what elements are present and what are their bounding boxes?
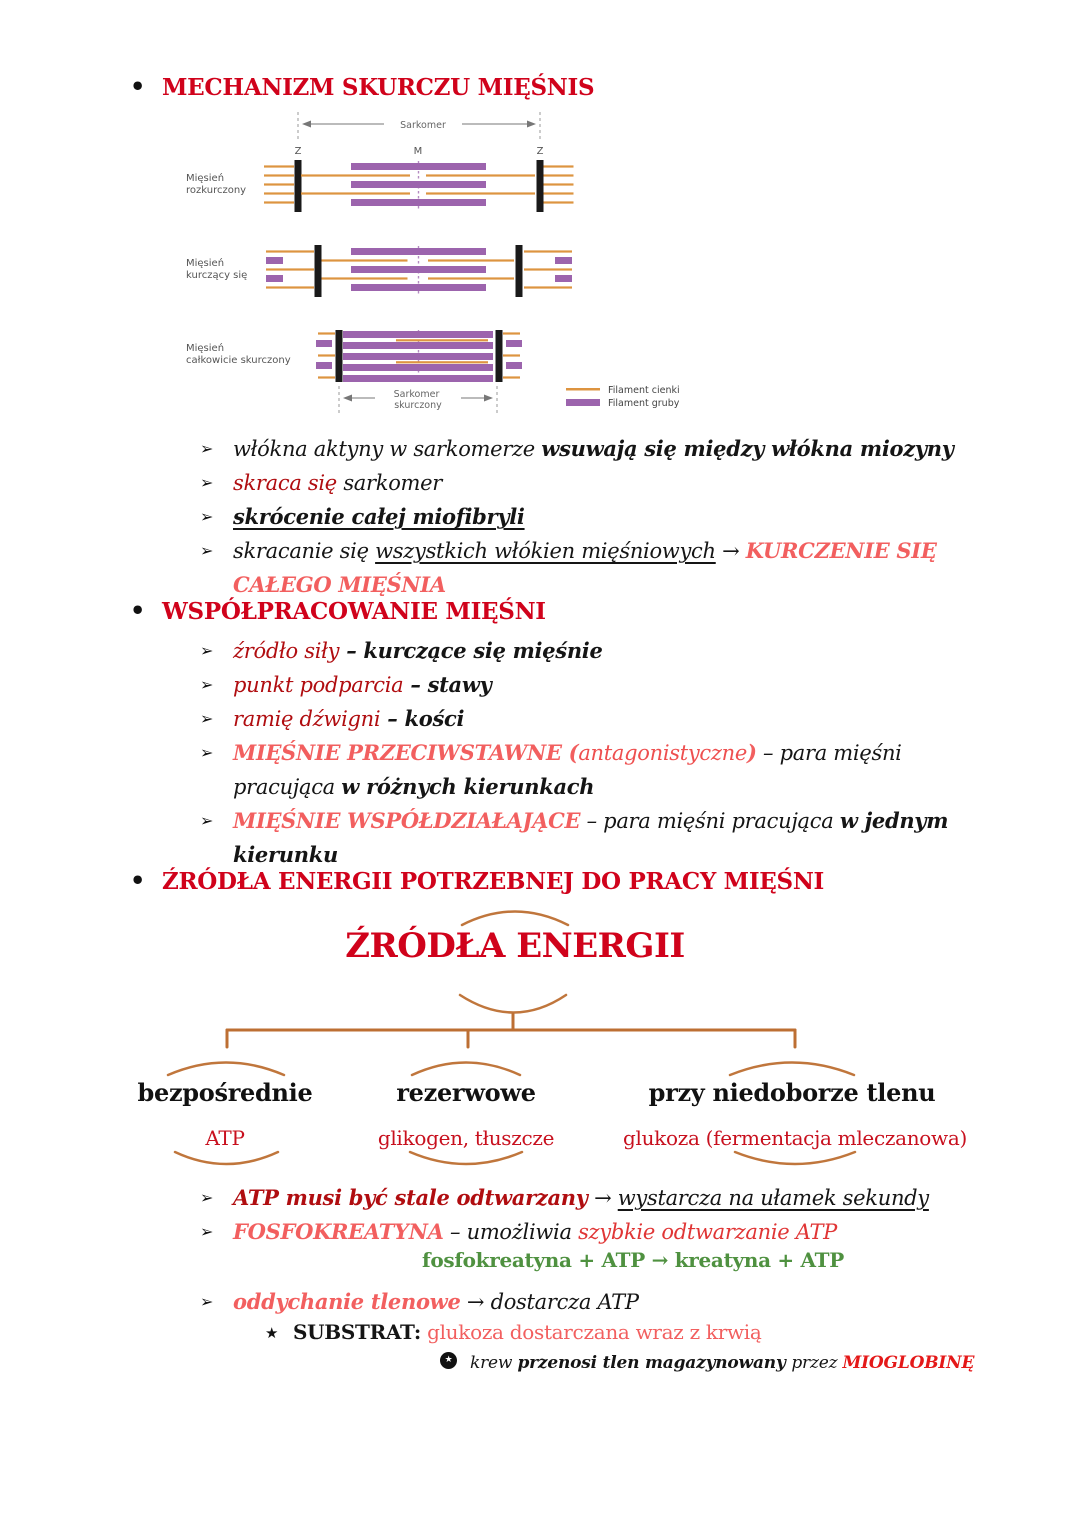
text-run: wystarcza na ułamek sekundy <box>617 1186 929 1210</box>
text-run: glukoza dostarczana wraz z krwią <box>421 1320 762 1344</box>
list-item-text <box>233 707 464 731</box>
figure-row3-label: Mięsień całkowicie skurczony <box>186 343 291 366</box>
arrow-bullet-icon: ➢ <box>200 811 214 830</box>
tree-sub-atp: ATP <box>205 1126 245 1150</box>
text-run: – stawy <box>403 672 492 697</box>
text-run: SUBSTRAT: <box>293 1320 422 1344</box>
list-item <box>200 702 1043 736</box>
text-run: → <box>460 1290 491 1314</box>
sarcomere-diagram <box>168 108 698 423</box>
text-run: włókna aktyny w sarkomerze <box>233 437 542 461</box>
text-run: skracanie się <box>233 539 376 563</box>
text-run: wszystkich włókien mięśniowych <box>375 539 716 563</box>
text-run: ( <box>561 740 579 765</box>
arrow-bullet-icon: ➢ <box>200 507 214 526</box>
arrow-bullet-icon: ➢ <box>200 1292 214 1311</box>
arrow-bullet-icon: ➢ <box>200 439 214 458</box>
tree-title: ŹRÓDŁA ENERGII <box>345 926 685 966</box>
text-run: w różnych kierunkach <box>341 774 595 799</box>
figure-row2-label: Mięsień kurczący się <box>186 258 248 281</box>
text-run: – umożliwia <box>443 1220 579 1244</box>
text-run: → <box>587 1186 618 1210</box>
text-run: źródło siły <box>233 639 340 663</box>
list-item-text <box>293 1320 762 1344</box>
list-item-text <box>233 539 937 597</box>
list-item <box>200 500 1043 534</box>
figure-label-m: M <box>413 146 423 157</box>
tree-branch-przy-niedoborze-tlenu: przy niedoborze tlenu <box>648 1078 936 1107</box>
list-item <box>200 534 1043 602</box>
text-run: kierunku <box>233 842 338 867</box>
list-item-text <box>233 673 492 697</box>
legend-thin-filament-label: Filament cienki <box>608 385 680 396</box>
phosphocreatine-formula: fosfokreatyna + ATP → kreatyna + ATP <box>422 1248 844 1272</box>
legend-thick-filament-swatch <box>566 399 600 406</box>
text-run: pracująca <box>233 775 342 799</box>
figure-label-z-right: Z <box>536 146 544 157</box>
text-run: KURCZENIE SIĘ <box>745 538 937 563</box>
list-item <box>200 736 1043 804</box>
bullet-icon: • <box>130 72 146 101</box>
tree-branch-rezerwowe: rezerwowe <box>396 1078 536 1107</box>
list-item-text <box>233 1290 639 1314</box>
tree-branch-bezposrednie: bezpośrednie <box>137 1078 313 1107</box>
figure-row2-contracting <box>266 245 572 297</box>
list-item <box>200 1181 1043 1215</box>
text-run: – kurczące się mięśnie <box>339 638 603 663</box>
section-heading-cooperation <box>130 596 546 625</box>
text-run: ) <box>747 740 757 765</box>
list-item <box>200 634 1043 668</box>
text-run: wsuwają się między włókna miozyny <box>541 436 954 461</box>
list-item <box>200 432 1043 466</box>
figure-label-z-left: Z <box>294 146 302 157</box>
list-item-text <box>233 639 603 663</box>
list-item-text <box>233 1186 929 1210</box>
list-item <box>200 668 1043 702</box>
text-run: CAŁEGO MIĘŚNIA <box>233 572 446 597</box>
text-run: dostarcza ATP <box>490 1290 639 1314</box>
text-run: ATP musi być stale odtwarzany <box>233 1185 588 1210</box>
text-run: sarkomer <box>336 471 443 495</box>
list-item <box>200 1285 1043 1319</box>
figure-row1-relaxed <box>264 160 574 212</box>
figure-label-sarkomer-skurczony: Sarkomer skurczony <box>393 389 442 411</box>
text-run: przenosi tlen magazynowany <box>517 1353 792 1373</box>
arrow-bullet-icon: ➢ <box>200 743 214 762</box>
arrow-bullet-icon: ➢ <box>200 709 214 728</box>
section-title: WSPÓŁPRACOWANIE MIĘŚNI <box>162 598 546 625</box>
section-heading-mechanism <box>130 72 595 101</box>
list-item <box>200 804 1043 872</box>
legend-thin-filament-swatch <box>566 388 600 391</box>
text-run: ramię dźwigni <box>233 707 381 731</box>
tree-sub-glukoza: glukoza (fermentacja mleczanowa) <box>622 1126 967 1150</box>
star-icon: ★ <box>265 1324 279 1342</box>
text-run: antagonistyczne <box>578 741 748 765</box>
arrow-bullet-icon: ➢ <box>200 641 214 660</box>
text-run: – kości <box>380 706 465 731</box>
circled-star-icon: ★ <box>440 1352 457 1369</box>
text-run: skrócenie całej miofibryli <box>233 504 525 529</box>
list-item-text <box>233 471 442 495</box>
text-run: MIOGLOBINĘ <box>842 1353 975 1373</box>
list-item-text <box>233 1220 837 1244</box>
mioglobina-line <box>444 1350 975 1376</box>
text-run: FOSFOKREATYNA <box>233 1219 444 1244</box>
list-item-text <box>233 741 902 799</box>
figure-label-sarkomer: Sarkomer <box>400 120 446 131</box>
figure-row1-label: Mięsień rozkurczony <box>186 173 247 196</box>
section-title: MECHANIZM SKURCZU MIĘŚNIS <box>162 74 595 101</box>
text-run: oddychanie tlenowe <box>233 1289 461 1314</box>
bullet-icon: • <box>130 596 146 625</box>
text-run: MIĘŚNIE WSPÓŁDZIAŁAJĄCE <box>233 808 581 833</box>
text-run: w jednym <box>839 808 949 833</box>
text-run: punkt podparcia <box>233 673 404 697</box>
text-run: szybkie odtwarzanie ATP <box>578 1220 837 1244</box>
list-item-text <box>233 505 525 529</box>
arrow-bullet-icon: ➢ <box>200 473 214 492</box>
text-run: → <box>715 539 746 563</box>
arrow-bullet-icon: ➢ <box>200 1188 214 1207</box>
arrow-bullet-icon: ➢ <box>200 541 214 560</box>
arrow-bullet-icon: ➢ <box>200 1222 214 1241</box>
list-item <box>200 466 1043 500</box>
tree-sub-glikogen: glikogen, tłuszcze <box>377 1126 555 1150</box>
text-run: – para mięśni <box>756 741 902 765</box>
list-item-text <box>233 809 948 867</box>
list-item-text <box>233 437 954 461</box>
text-run: skraca się <box>233 471 337 495</box>
text-run: krew <box>470 1353 518 1373</box>
text-run: – para mięśni pracująca <box>580 809 840 833</box>
legend-thick-filament-label: Filament gruby <box>608 398 680 409</box>
text-run: MIĘŚNIE PRZECIWSTAWNE <box>233 740 562 765</box>
arrow-bullet-icon: ➢ <box>200 675 214 694</box>
list-item-text <box>470 1353 974 1373</box>
text-run: przez <box>791 1353 843 1373</box>
bullet-icon: • <box>130 866 146 895</box>
figure-row3-contracted <box>316 330 522 382</box>
substrat-line <box>265 1317 762 1347</box>
figure-legend <box>566 385 680 409</box>
section-title: ŹRÓDŁA ENERGII POTRZEBNEJ DO PRACY MIĘŚNI <box>162 868 825 895</box>
list-item <box>200 1215 1043 1249</box>
